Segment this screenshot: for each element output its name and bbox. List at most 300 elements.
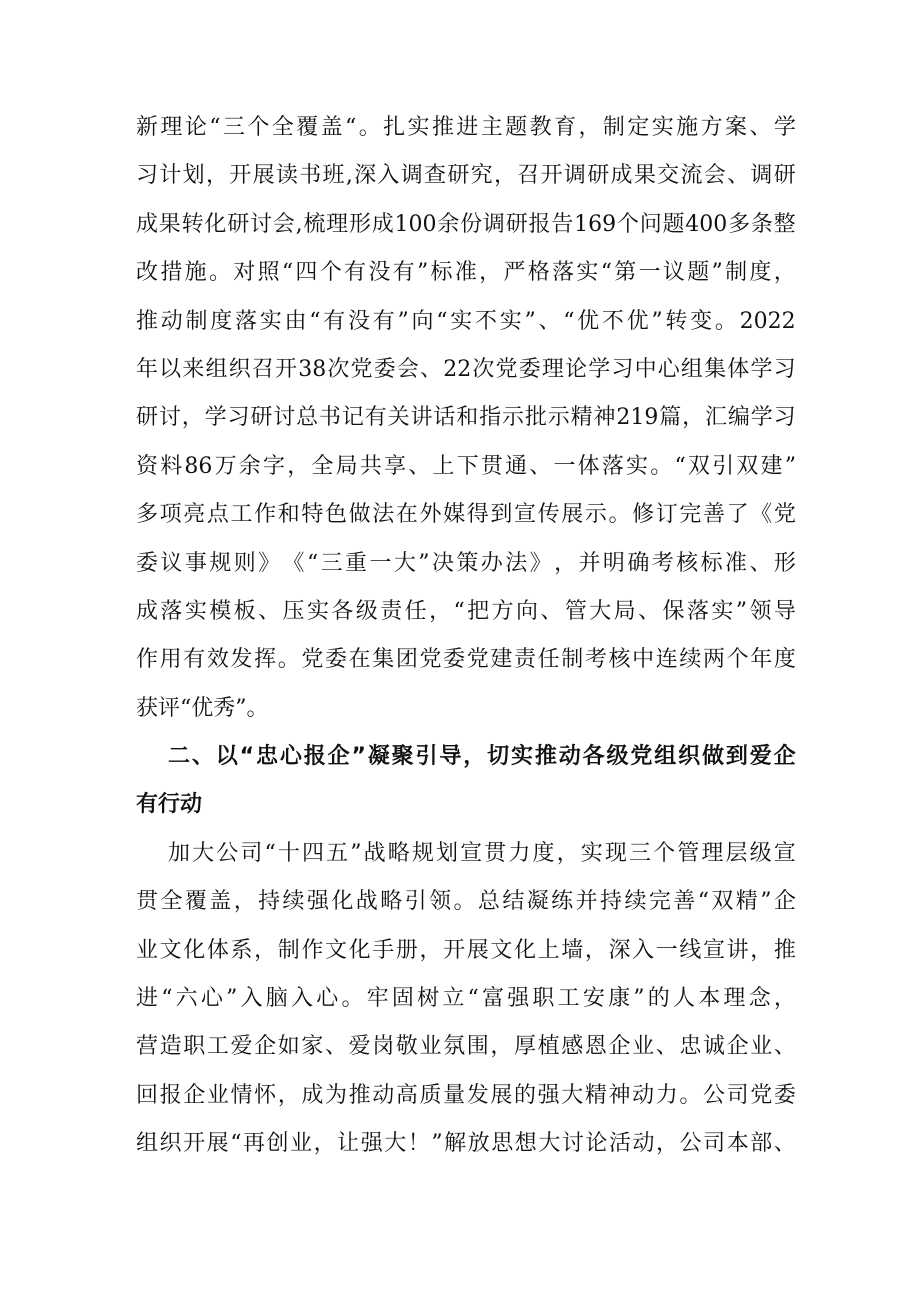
text-glyph: 施: [184, 260, 207, 286]
text-glyph: 报: [528, 211, 551, 237]
text-glyph: 册: [395, 937, 418, 963]
text-glyph: 实: [259, 308, 282, 334]
text-glyph: 》: [258, 550, 281, 576]
text-glyph: 余: [437, 211, 460, 237]
text-glyph: 任: [537, 647, 560, 673]
text-glyph: 教: [529, 115, 552, 140]
text-glyph: 推: [534, 744, 557, 770]
text-glyph: 有: [344, 260, 367, 286]
text-glyph: 工: [230, 502, 253, 528]
text-glyph: ”: [351, 744, 366, 770]
text-glyph: 活: [608, 1131, 631, 1157]
text-glyph: ，: [750, 937, 773, 963]
text-glyph: 略: [380, 889, 403, 915]
text-glyph: 个: [653, 840, 676, 866]
text-glyph: 在: [395, 502, 418, 528]
text-glyph: 展: [206, 1131, 229, 1157]
text-line: 获评“优秀”。: [136, 695, 269, 721]
text-line: [136, 830, 796, 878]
text-glyph: 善: [703, 502, 726, 528]
text-glyph: 、: [191, 744, 214, 770]
text-glyph: 讲: [410, 405, 433, 431]
text-glyph: 回: [136, 1082, 159, 1108]
text-glyph: 指: [479, 405, 502, 431]
text-glyph: 条: [750, 211, 773, 237]
text-glyph: 策: [456, 550, 479, 576]
text-glyph: 进: [456, 115, 479, 140]
text-glyph: 领: [749, 598, 772, 624]
text-glyph: 议: [160, 550, 183, 576]
text-glyph: “: [563, 308, 575, 334]
text-glyph: 工: [206, 1034, 229, 1060]
text-glyph: 脑: [265, 986, 288, 1012]
text-glyph: 研: [136, 405, 159, 431]
text-glyph: 业: [632, 1034, 655, 1060]
text-glyph: 委: [325, 647, 348, 673]
text-glyph: 项: [159, 502, 182, 528]
text-glyph: 职: [532, 986, 555, 1012]
text-glyph: 。: [608, 502, 631, 528]
text-glyph: 忠: [679, 1034, 702, 1060]
text-glyph: 没: [368, 260, 391, 286]
text-glyph: 习: [136, 163, 159, 189]
text-glyph: 、: [749, 550, 772, 576]
text-glyph: ，: [578, 115, 601, 140]
text-glyph: 次: [327, 356, 350, 382]
text-glyph: 化: [183, 937, 206, 963]
text-glyph: 覆: [184, 889, 207, 915]
text-glyph: 立: [442, 986, 465, 1012]
text-glyph: 得: [466, 502, 489, 528]
text-glyph: ，: [584, 937, 607, 963]
text-glyph: 外: [419, 502, 442, 528]
text-line: [136, 152, 796, 200]
text-glyph: 以: [159, 356, 182, 382]
text-glyph: 研: [773, 163, 796, 189]
text-glyph: 贯: [480, 453, 503, 479]
text-glyph: 实: [511, 744, 534, 770]
text-glyph: 书: [319, 405, 342, 431]
text-glyph: 十: [277, 840, 300, 866]
text-glyph: 全: [160, 889, 183, 915]
document-body: [136, 104, 796, 1169]
text-glyph: 敬: [395, 1034, 418, 1060]
text-glyph: 责: [380, 598, 403, 624]
text-glyph: 展: [561, 502, 584, 528]
text-glyph: 准: [725, 550, 748, 576]
text-glyph: 并: [578, 550, 601, 576]
text-glyph: 汇: [704, 405, 727, 431]
text-glyph: 情: [230, 1082, 253, 1108]
text-glyph: 不: [474, 308, 497, 334]
text-glyph: 施: [676, 115, 699, 140]
text-glyph: 事: [184, 550, 207, 576]
text-glyph: 总: [296, 405, 319, 431]
text-glyph: 规: [411, 840, 434, 866]
text-glyph: 成: [371, 211, 394, 237]
text-glyph: 化: [348, 937, 371, 963]
text-glyph: 落: [601, 453, 624, 479]
text-glyph: 召: [517, 163, 540, 189]
text-glyph: 《: [282, 550, 305, 576]
text-glyph: 严: [503, 260, 526, 286]
text-glyph: 料: [160, 453, 183, 479]
text-glyph: 作: [254, 502, 277, 528]
text-glyph: 业: [136, 937, 159, 963]
text-glyph: ”: [711, 260, 723, 286]
text-glyph: 入: [291, 986, 314, 1012]
text-glyph: 的: [647, 986, 670, 1012]
text-glyph: 精: [570, 405, 593, 431]
text-glyph: 加: [168, 840, 191, 866]
text-glyph: 四: [301, 840, 324, 866]
text-glyph: 造: [159, 1034, 182, 1060]
text-glyph: ”: [350, 840, 362, 866]
text-glyph: ”: [524, 308, 536, 334]
text-glyph: 、: [529, 453, 552, 479]
text-glyph: 会: [272, 211, 295, 237]
text-glyph: 企: [327, 744, 350, 770]
text-glyph: 制: [725, 260, 748, 286]
text-glyph: 讨: [273, 405, 296, 431]
text-glyph: 现: [604, 840, 627, 866]
text-glyph: ，: [181, 405, 204, 431]
text-glyph: 建: [490, 647, 513, 673]
text-glyph: 实: [184, 598, 207, 624]
text-glyph: ，: [490, 1034, 513, 1060]
text-glyph: 手: [372, 937, 395, 963]
text-glyph: 照: [257, 260, 280, 286]
text-glyph: 忠: [255, 744, 278, 770]
text-glyph: 作: [301, 937, 324, 963]
text-glyph: 五: [326, 840, 349, 866]
text-glyph: 研: [227, 211, 250, 237]
text-glyph: ”: [784, 453, 796, 479]
text-glyph: 强: [507, 986, 530, 1012]
text-glyph: 力: [508, 840, 531, 866]
text-glyph: 实: [306, 598, 329, 624]
text-glyph: 开: [183, 1131, 206, 1157]
text-glyph: 导: [439, 744, 462, 770]
text-glyph: 、: [638, 598, 661, 624]
text-glyph: 实: [711, 598, 734, 624]
text-glyph: 个: [247, 115, 270, 140]
text-glyph: 下: [456, 453, 479, 479]
text-glyph: 公: [679, 1131, 702, 1157]
text-glyph: ，: [429, 598, 452, 624]
text-glyph: ，: [287, 453, 310, 479]
text-glyph: 总: [477, 889, 500, 915]
heading-line: 有行动: [136, 792, 203, 818]
text-glyph: 究: [470, 163, 493, 189]
text-glyph: 让: [337, 1131, 360, 1157]
text-glyph: 、: [727, 163, 750, 189]
paragraph-party-theory: [136, 104, 796, 733]
text-glyph: 大: [384, 1131, 407, 1157]
text-glyph: 墙: [561, 937, 584, 963]
text-glyph: 亮: [183, 502, 206, 528]
text-glyph: 党: [350, 356, 373, 382]
text-glyph: “: [600, 260, 612, 286]
text-glyph: 、: [773, 1034, 796, 1060]
text-glyph: 贯: [136, 889, 159, 915]
text-glyph: 各: [331, 598, 354, 624]
text-glyph: 入: [632, 937, 655, 963]
text-glyph: 战: [363, 840, 386, 866]
text-glyph: 开: [229, 163, 252, 189]
text-glyph: 理: [160, 115, 183, 140]
text-glyph: 司: [726, 1082, 749, 1108]
text-glyph: 169: [574, 211, 617, 237]
text-glyph: 考: [584, 647, 607, 673]
text-glyph: 学: [204, 405, 227, 431]
text-glyph: 讨: [561, 1131, 584, 1157]
text-glyph: 划: [435, 840, 458, 866]
text-glyph: 续: [679, 647, 702, 673]
text-glyph: 个: [616, 211, 639, 237]
text-glyph: 组: [680, 356, 703, 382]
text-glyph: ，: [233, 889, 256, 915]
text-glyph: 入: [377, 163, 400, 189]
text-glyph: 措: [160, 260, 183, 286]
text-glyph: 完: [679, 502, 702, 528]
text-glyph: 康: [608, 986, 631, 1012]
text-glyph: 委: [773, 1082, 796, 1108]
text-glyph: 强: [306, 889, 329, 915]
text-glyph: 梳: [303, 211, 326, 237]
text-glyph: “: [209, 115, 221, 140]
text-glyph: 召: [251, 356, 274, 382]
text-glyph: 心: [279, 744, 302, 770]
text-glyph: 党: [773, 502, 796, 528]
text-glyph: 放: [467, 1131, 490, 1157]
text-glyph: 上: [432, 453, 455, 479]
text-glyph: 企: [183, 1082, 206, 1108]
text-glyph: 制: [602, 115, 625, 140]
text-glyph: 考: [651, 550, 674, 576]
text-glyph: 四: [295, 260, 318, 286]
text-glyph: 文: [159, 937, 182, 963]
text-glyph: 219: [616, 405, 659, 431]
text-line: [136, 346, 796, 394]
text-glyph: 党: [750, 1082, 773, 1108]
text-glyph: 。: [453, 889, 476, 915]
text-glyph: 企: [726, 1034, 749, 1060]
text-glyph: 业: [750, 1034, 773, 1060]
text-glyph: 个: [726, 647, 749, 673]
text-glyph: “: [161, 986, 173, 1012]
text-glyph: ”: [397, 308, 409, 334]
text-glyph: ，: [463, 744, 486, 770]
text-glyph: 。: [208, 260, 231, 286]
text-glyph: 决: [431, 550, 454, 576]
text-glyph: 优: [577, 308, 600, 334]
text-glyph: 导: [773, 598, 796, 624]
text-glyph: 向: [411, 308, 434, 334]
text-glyph: 由: [284, 308, 307, 334]
text-glyph: 爱: [348, 1034, 371, 1060]
text-line: [136, 927, 796, 975]
text-glyph: 凝: [367, 744, 390, 770]
text-glyph: 一: [369, 550, 392, 576]
text-glyph: 织: [159, 1131, 182, 1157]
text-glyph: 度: [210, 308, 233, 334]
text-glyph: 享: [384, 453, 407, 479]
text-glyph: 上: [537, 937, 560, 963]
text-glyph: 怀: [254, 1082, 277, 1108]
text-glyph: 办: [480, 550, 503, 576]
text-glyph: 共: [359, 453, 382, 479]
text-glyph: 念: [748, 986, 771, 1012]
text-glyph: 有: [364, 405, 387, 431]
text-glyph: 准: [454, 260, 477, 286]
text-glyph: 讨: [249, 211, 272, 237]
text-glyph: 化: [204, 211, 227, 237]
text-glyph: 规: [209, 550, 232, 576]
text-glyph: 质: [419, 1082, 442, 1108]
text-glyph: 的: [514, 1082, 537, 1108]
text-glyph: 围: [466, 1034, 489, 1060]
text-glyph: 流: [680, 163, 703, 189]
text-glyph: 部: [750, 1131, 773, 1157]
text-glyph: 业: [206, 1082, 229, 1108]
text-glyph: 把: [467, 598, 490, 624]
text-glyph: 度: [749, 260, 772, 286]
text-glyph: 成: [136, 598, 159, 624]
text-glyph: 明: [602, 550, 625, 576]
text-glyph: 对: [233, 260, 256, 286]
text-line: [136, 201, 796, 249]
text-glyph: 结: [502, 889, 525, 915]
text-glyph: 织: [228, 356, 251, 382]
text-glyph: 调: [482, 211, 505, 237]
text-glyph: 党: [301, 647, 324, 673]
text-glyph: “: [239, 744, 255, 770]
text-glyph: 创: [266, 1131, 289, 1157]
text-glyph: 一: [553, 453, 576, 479]
text-glyph: ，: [419, 937, 442, 963]
text-glyph: 动: [372, 1082, 395, 1108]
text-glyph: 成: [136, 211, 159, 237]
text-glyph: 理: [541, 356, 564, 382]
text-line: [136, 636, 796, 684]
text-glyph: 挥: [254, 647, 277, 673]
text-glyph: 效: [206, 647, 229, 673]
text-glyph: 强: [360, 1131, 383, 1157]
text-glyph: 论: [565, 356, 588, 382]
text-glyph: 实: [580, 840, 603, 866]
text-glyph: ”: [633, 986, 645, 1012]
text-glyph: 神: [608, 1082, 631, 1108]
text-glyph: 三: [222, 115, 245, 140]
text-glyph: 并: [575, 889, 598, 915]
text-glyph: 引: [404, 889, 427, 915]
text-glyph: 和: [277, 502, 300, 528]
text-glyph: 盖: [209, 889, 232, 915]
text-glyph: 牢: [366, 986, 389, 1012]
text-glyph: 富: [481, 986, 504, 1012]
text-glyph: ”: [418, 550, 430, 576]
text-line: [136, 1023, 796, 1071]
text-glyph: 党: [495, 356, 518, 382]
text-glyph: 年: [136, 356, 159, 382]
text-line: [136, 540, 796, 588]
text-glyph: 标: [700, 550, 723, 576]
text-glyph: 落: [552, 260, 575, 286]
text-glyph: 转: [181, 211, 204, 237]
text-glyph: 主: [480, 115, 503, 140]
text-glyph: 职: [183, 1034, 206, 1060]
text-glyph: 领: [429, 889, 452, 915]
text-glyph: 通: [505, 453, 528, 479]
text-glyph: 发: [466, 1082, 489, 1108]
text-glyph: 宣: [773, 840, 796, 866]
text-glyph: 来: [182, 356, 205, 382]
text-glyph: 想: [514, 1131, 537, 1157]
text-glyph: 续: [624, 889, 647, 915]
text-glyph: 习: [227, 405, 250, 431]
text-glyph: 多: [728, 211, 751, 237]
text-glyph: 实: [626, 453, 649, 479]
text-glyph: 论: [585, 1131, 608, 1157]
text-glyph: 三: [320, 550, 343, 576]
text-glyph: 大: [393, 550, 416, 576]
text-glyph: 团: [395, 647, 418, 673]
text-glyph: 固: [391, 986, 414, 1012]
text-glyph: 连: [655, 647, 678, 673]
text-glyph: 多: [136, 502, 159, 528]
text-glyph: 订: [655, 502, 678, 528]
text-glyph: ，: [554, 550, 577, 576]
text-glyph: 研: [505, 211, 528, 237]
text-glyph: 形: [773, 550, 796, 576]
text-glyph: 开: [443, 937, 466, 963]
text-glyph: 开: [275, 356, 298, 382]
text-glyph: 示: [502, 405, 525, 431]
text-glyph: 育: [554, 115, 577, 140]
text-glyph: 。: [679, 1082, 702, 1108]
text-glyph: ，: [254, 937, 277, 963]
text-glyph: 感: [561, 1034, 584, 1060]
text-glyph: 三: [628, 840, 651, 866]
text-glyph: 。: [277, 647, 300, 673]
text-glyph: 恩: [584, 1034, 607, 1060]
text-glyph: 板: [233, 598, 256, 624]
text-glyph: 定: [627, 115, 650, 140]
text-glyph: 爱: [230, 1034, 253, 1060]
text-glyph: 动: [160, 308, 183, 334]
text-glyph: 转: [665, 308, 688, 334]
text-glyph: 则: [233, 550, 256, 576]
text-line: [136, 975, 796, 1023]
text-glyph: 练: [551, 889, 574, 915]
text-glyph: 聚: [391, 744, 414, 770]
text-glyph: 题: [662, 211, 685, 237]
text-glyph: 营: [136, 1034, 159, 1060]
text-glyph: 诚: [703, 1034, 726, 1060]
text-glyph: 以: [215, 744, 238, 770]
text-glyph: 向: [515, 598, 538, 624]
text-glyph: 氛: [443, 1034, 466, 1060]
text-glyph: 、: [655, 1034, 678, 1060]
text-glyph: 精: [735, 889, 758, 915]
text-glyph: 调: [563, 163, 586, 189]
text-glyph: 学: [750, 356, 773, 382]
text-glyph: 略: [387, 840, 410, 866]
text-glyph: 》: [529, 550, 552, 576]
text-glyph: ,: [345, 163, 353, 189]
text-glyph: 果: [633, 163, 656, 189]
